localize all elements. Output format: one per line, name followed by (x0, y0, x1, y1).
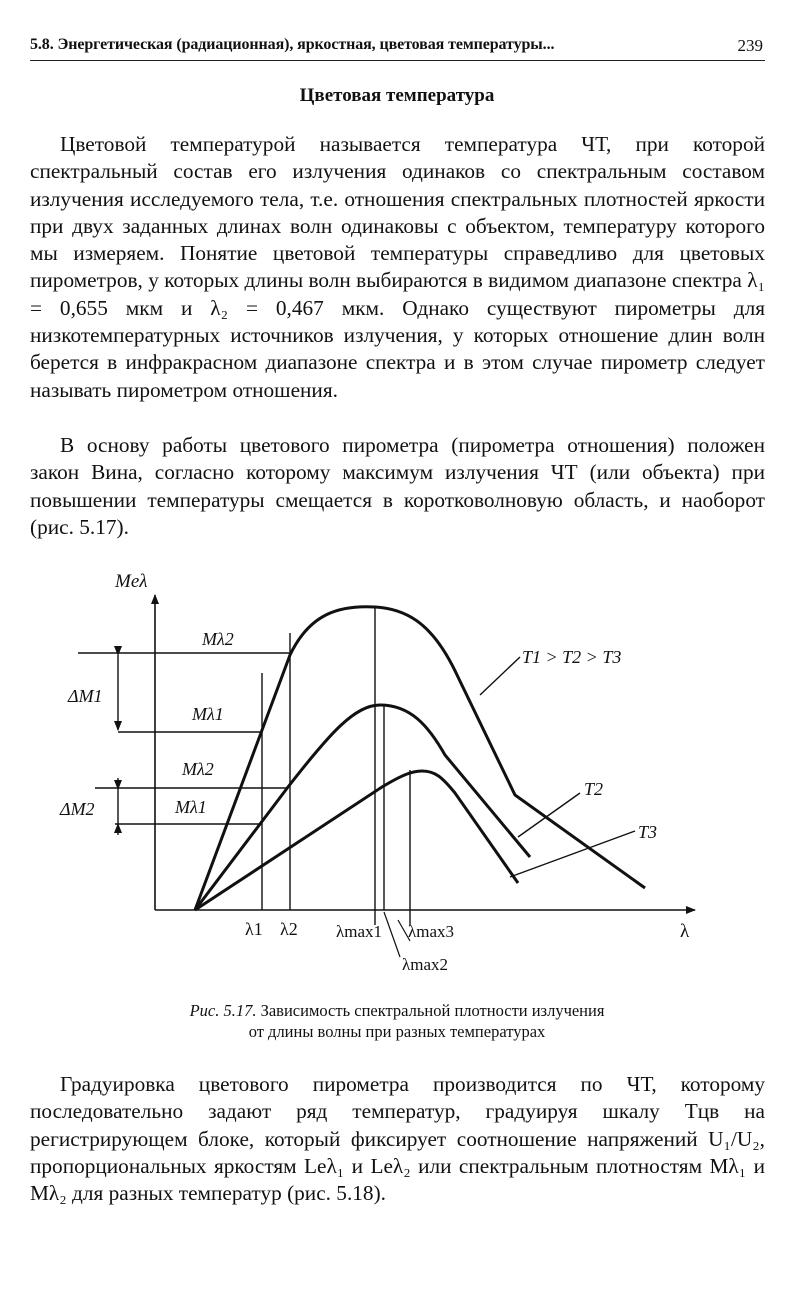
curve-t2 (195, 705, 530, 910)
figure-5-17 (40, 565, 720, 985)
label-lambda2: λ2 (280, 919, 298, 939)
label-lambda1: λ1 (245, 919, 263, 939)
label-m-lambda2-low: Mλ2 (182, 759, 214, 779)
paragraph-wien-law: В основу работы цветового пирометра (пирометра отношения) положен закон Вина, согласно которому максимум излучения ЧТ (или объекта) при повышении температуры смещается в коротковолновую область, и наоборот (рис. 5.17). (30, 433, 765, 539)
paragraph-color-temperature-definition: Цветовой температурой называется температура ЧТ, при которой спектральный состав его излучения одинаков со спектральным составом излучения исследуемого тела, т.е. отношения спектральных плотностей яркости при двух заданных длинах волн одинаковы с объектом, температуру которого мы измеряем. Понятие цветовой температуры справедливо для цветовых пирометров, у которых длины волн выбираются в видимом диапазоне спектра λ₁ = 0,655 мкм и λ₂ = 0,467 мкм. Однако существуют пирометры для низкотемпературных источников излучения, у которых отношение длин волн берется в инфракрасном диапазоне спектра и в этом случае пирометр следует называть пирометром отношения. (30, 132, 765, 402)
label-t-order: T1 > T2 > T3 (522, 647, 622, 667)
running-head: 5.8. Энергетическая (радиационная), яркостная, цветовая температуры... (30, 36, 555, 53)
leader-t2 (518, 793, 580, 837)
curve-t3 (195, 771, 518, 910)
figure-caption (0, 1000, 794, 1042)
label-lambda-max1: λmax1 (336, 922, 383, 941)
label-lambda-max2: λmax2 (402, 955, 449, 974)
paragraph-calibration: Градуировка цветового пирометра производится по ЧТ, которому последовательно задают ряд температур, градуируя шкалу Tцв на регистрирующем блоке, который фиксирует соотношение напряжений U₁/U₂, пропорциональных яркостям Leλ₁ и Leλ₂ или спектральным плотностям Mλ₁ и Mλ₂ для разных температур (рис. 5.18). (30, 1072, 765, 1206)
page-header (30, 36, 765, 61)
caption-label: Рис. 5.17. (189, 1001, 257, 1020)
label-lambda-max3: λmax3 (408, 922, 455, 941)
caption-text-2: от длины волны при разных температурах (248, 1022, 546, 1041)
y-axis-label: Meλ (115, 571, 148, 592)
label-t2: T2 (584, 779, 604, 799)
label-m-lambda1-low: Mλ1 (175, 797, 207, 817)
caption-text-1: Зависимость спектральной плотности излучения (260, 1001, 605, 1020)
x-axis-label: λ (680, 921, 690, 942)
leader-t-order (480, 657, 520, 695)
label-delta-m2: ΔM2 (60, 799, 95, 819)
section-title: Цветовая температура (299, 85, 495, 106)
label-t3: T3 (638, 822, 658, 842)
caption-line-1 (0, 1000, 794, 1021)
label-m-lambda2-top: Mλ2 (202, 629, 234, 649)
label-m-lambda1-top: Mλ1 (192, 704, 224, 724)
label-delta-m1: ΔM1 (68, 686, 103, 706)
leader-lambda-max2 (384, 912, 400, 957)
page-number: 239 (737, 36, 763, 55)
